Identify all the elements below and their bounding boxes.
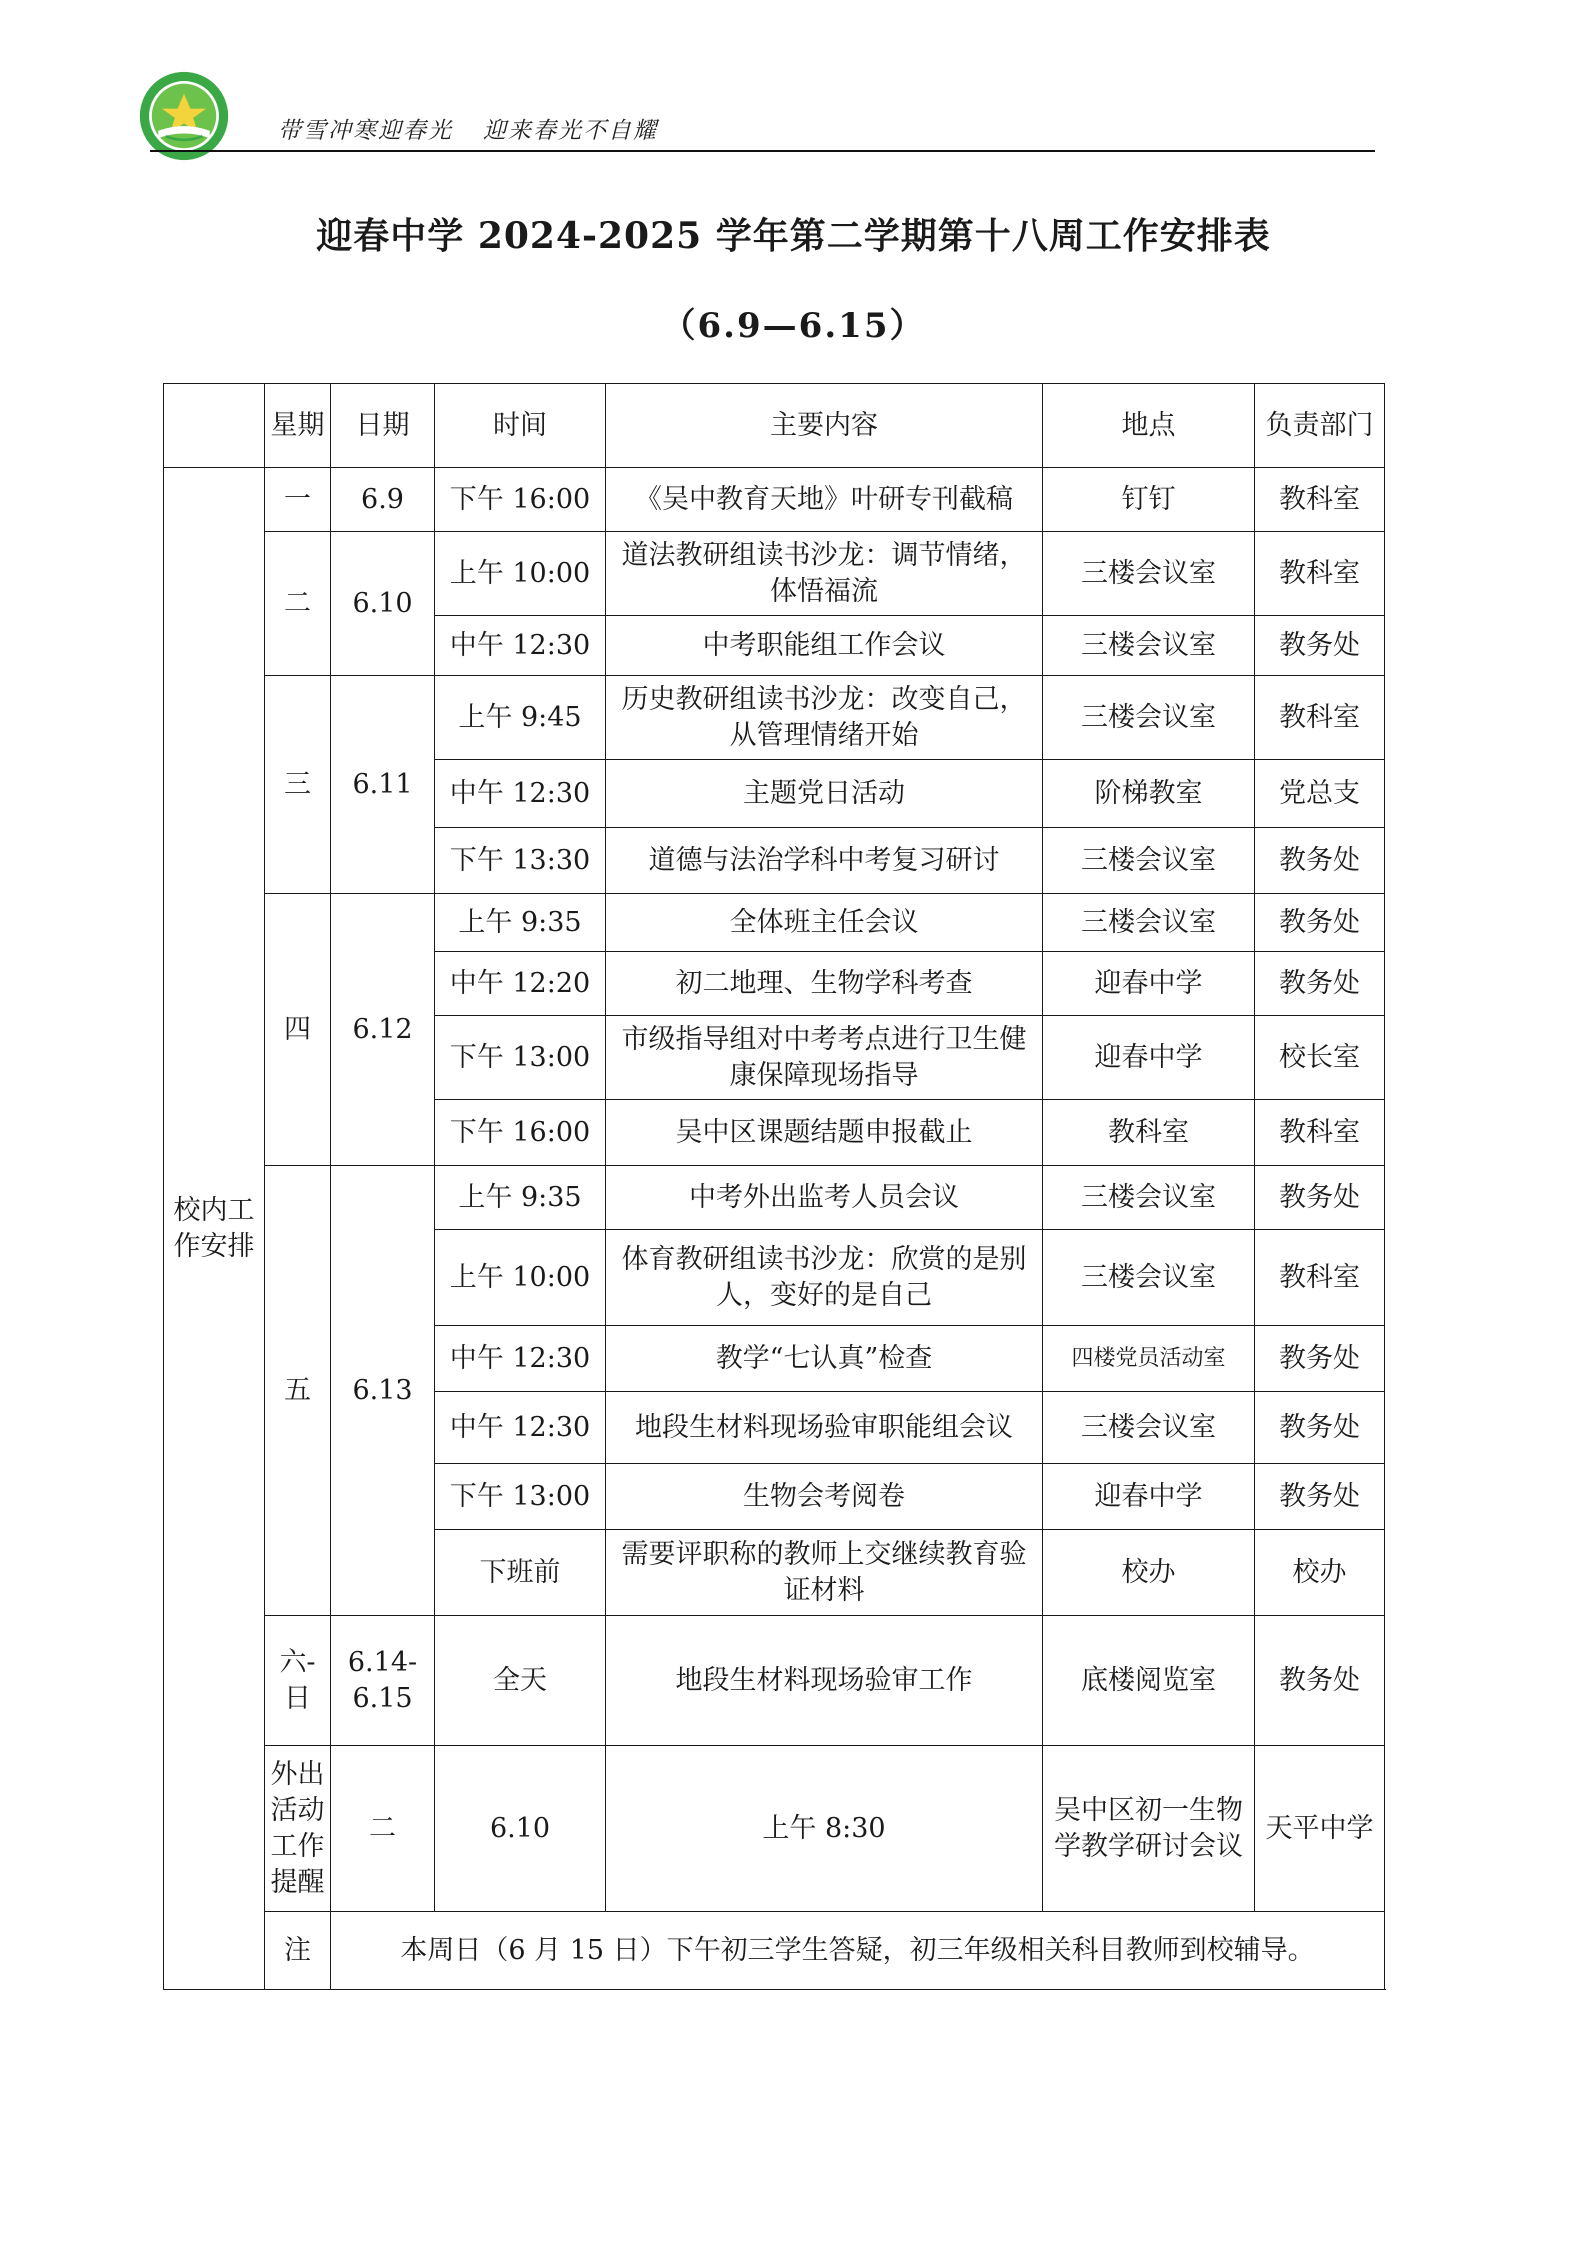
table-row [164,468,1385,532]
content-cell: 中考职能组工作会议 [606,616,1043,676]
time-cell: 中午 12:20 [435,952,606,1016]
time-cell: 下午 16:00 [435,1100,606,1166]
school-logo [138,70,230,162]
location-cell: 校办 [1043,1530,1255,1616]
department-cell: 教务处 [1255,1464,1385,1530]
department-cell: 教科室 [1255,468,1385,532]
department-cell: 教科室 [1255,1100,1385,1166]
note-text: 本周日（6 月 15 日）下午初三学生答疑，初三年级相关科目教师到校辅导。 [331,1912,1385,1990]
content-cell: 《吴中教育天地》叶研专刊截稿 [606,468,1043,532]
note-label: 注 [265,1912,331,1990]
page-subtitle: （6.9—6.15） [661,306,926,346]
location-cell: 教科室 [1043,1100,1255,1166]
content-cell: 市级指导组对中考考点进行卫生健康保障现场指导 [606,1016,1043,1100]
location-cell: 阶梯教室 [1043,760,1255,828]
department-cell: 教务处 [1255,1392,1385,1464]
department-cell: 教科室 [1255,532,1385,616]
header-date: 日期 [331,384,435,468]
content-cell: 中考外出监考人员会议 [606,1166,1043,1230]
location-cell: 三楼会议室 [1043,828,1255,894]
content-cell: 主题党日活动 [606,760,1043,828]
content-cell: 体育教研组读书沙龙：欣赏的是别人，变好的是自己 [606,1230,1043,1326]
note-row [164,1912,1385,1990]
location-cell: 钉钉 [1043,468,1255,532]
location-cell: 底楼阅览室 [1043,1616,1255,1746]
location-cell: 三楼会议室 [1043,532,1255,616]
header-time: 时间 [435,384,606,468]
weekday-cell: 一 [265,468,331,532]
location-cell: 四楼党员活动室 [1043,1326,1255,1392]
time-cell: 下午 13:00 [435,1016,606,1100]
time-cell: 中午 12:30 [435,616,606,676]
time-cell: 上午 10:00 [435,1230,606,1326]
content-cell: 教学“七认真”检查 [606,1326,1043,1392]
content-cell: 道德与法治学科中考复习研讨 [606,828,1043,894]
motto-right: 迎来春光不自耀 [483,118,658,144]
header-weekday: 星期 [265,384,331,468]
department-cell: 党总支 [1255,760,1385,828]
header-divider [150,150,1375,152]
time-cell: 上午 8:30 [606,1746,1043,1912]
location-cell: 三楼会议室 [1043,1166,1255,1230]
date-cell: 6.14-6.15 [331,1616,435,1746]
table-row [164,1616,1385,1746]
time-cell: 下午 13:30 [435,828,606,894]
weekday-cell: 二 [331,1746,435,1912]
weekday-cell: 三 [265,676,331,894]
department-cell: 教务处 [1255,952,1385,1016]
location-cell: 迎春中学 [1043,1464,1255,1530]
content-cell: 吴中区课题结题申报截止 [606,1100,1043,1166]
table-row [164,1746,1385,1912]
header-department: 负责部门 [1255,384,1385,468]
location-cell: 三楼会议室 [1043,676,1255,760]
table-row [164,532,1385,616]
header-content: 主要内容 [606,384,1043,468]
time-cell: 下午 16:00 [435,468,606,532]
content-cell: 需要评职称的教师上交继续教育验证材料 [606,1530,1043,1616]
date-cell: 6.10 [435,1746,606,1912]
department-cell: 教务处 [1255,616,1385,676]
content-cell: 地段生材料现场验审工作 [606,1616,1043,1746]
location-cell: 天平中学 [1255,1746,1385,1912]
location-cell: 迎春中学 [1043,952,1255,1016]
weekday-cell: 六-日 [265,1616,331,1746]
content-cell: 吴中区初一生物学教学研讨会议 [1043,1746,1255,1912]
department-cell: 教务处 [1255,894,1385,952]
time-cell: 中午 12:30 [435,1326,606,1392]
content-cell: 历史教研组读书沙龙：改变自己，从管理情绪开始 [606,676,1043,760]
department-cell: 教务处 [1255,1326,1385,1392]
department-cell: 教务处 [1255,1166,1385,1230]
date-cell: 6.12 [331,894,435,1166]
table-row [164,676,1385,760]
content-cell: 全体班主任会议 [606,894,1043,952]
weekday-cell: 二 [265,532,331,676]
motto-left: 带雪冲寒迎春光 [278,118,453,144]
time-cell: 上午 9:45 [435,676,606,760]
time-cell: 中午 12:30 [435,1392,606,1464]
department-cell: 教科室 [1255,676,1385,760]
schedule-table [163,383,1385,1990]
header-row [164,384,1385,468]
department-cell: 教务处 [1255,1616,1385,1746]
department-cell: 校办 [1255,1530,1385,1616]
department-cell: 教科室 [1255,1230,1385,1326]
page-title: 迎春中学 2024-2025 学年第二学期第十八周工作安排表 [316,215,1271,257]
time-cell: 中午 12:30 [435,760,606,828]
table-row [164,1166,1385,1230]
time-cell: 全天 [435,1616,606,1746]
content-cell: 生物会考阅卷 [606,1464,1043,1530]
date-cell: 6.11 [331,676,435,894]
location-cell: 迎春中学 [1043,1016,1255,1100]
content-cell: 初二地理、生物学科考查 [606,952,1043,1016]
time-cell: 上午 9:35 [435,1166,606,1230]
header-motto [278,112,658,145]
weekday-cell: 四 [265,894,331,1166]
time-cell: 下午 13:00 [435,1464,606,1530]
time-cell: 上午 9:35 [435,894,606,952]
location-cell: 三楼会议室 [1043,1230,1255,1326]
location-cell: 三楼会议室 [1043,616,1255,676]
time-cell: 上午 10:00 [435,532,606,616]
department-cell: 校长室 [1255,1016,1385,1100]
header-location: 地点 [1043,384,1255,468]
content-cell: 道法教研组读书沙龙：调节情绪，体悟福流 [606,532,1043,616]
section-external: 外出活动工作提醒 [265,1746,331,1912]
date-cell: 6.13 [331,1166,435,1616]
location-cell: 三楼会议室 [1043,894,1255,952]
department-cell: 教务处 [1255,828,1385,894]
section-internal: 校内工作安排 [164,468,265,1990]
weekday-cell: 五 [265,1166,331,1616]
time-cell: 下班前 [435,1530,606,1616]
date-cell: 6.10 [331,532,435,676]
location-cell: 三楼会议室 [1043,1392,1255,1464]
date-cell: 6.9 [331,468,435,532]
content-cell: 地段生材料现场验审职能组会议 [606,1392,1043,1464]
table-row [164,894,1385,952]
header-section [164,384,265,468]
